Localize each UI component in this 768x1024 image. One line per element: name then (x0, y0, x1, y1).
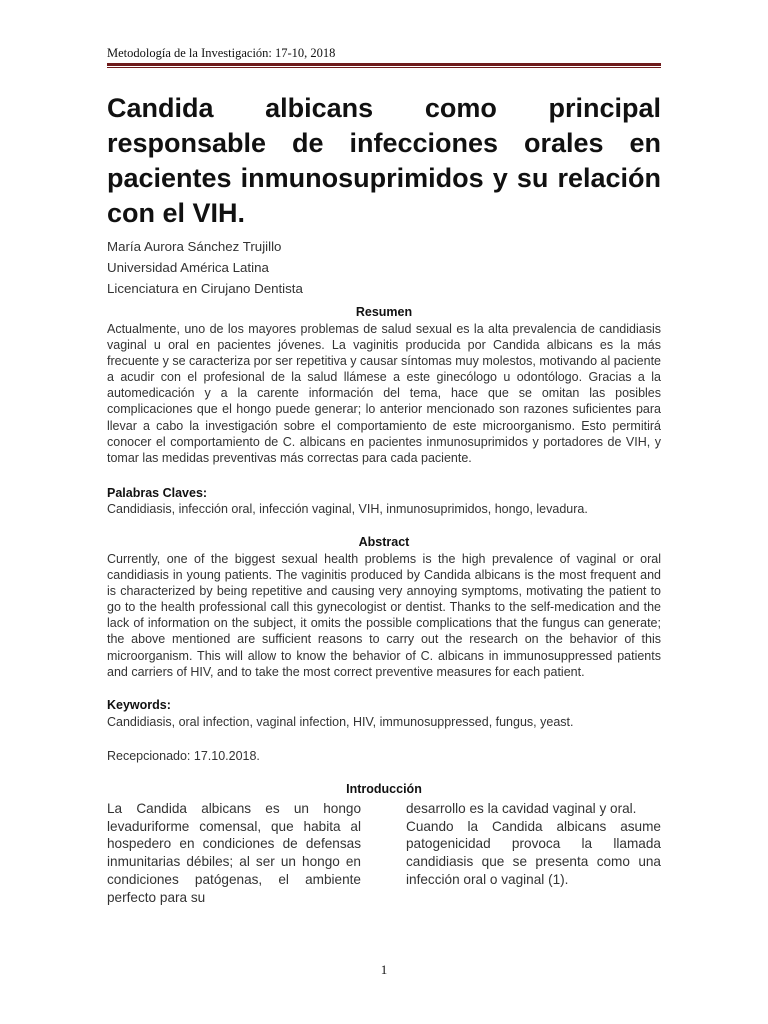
header-rule (107, 63, 661, 68)
intro-right-paragraph-2: Cuando la Candida albicans asume patogenicidad provoca la llamada candidiasis que se presenta como una infección oral o vaginal (1). (406, 818, 661, 887)
keywords-label: Keywords: (107, 698, 171, 712)
author-program: Licenciatura en Cirujano Dentista (107, 281, 303, 296)
intro-column-left: La Candida albicans es un hongo levaduriforme comensal, que habita al hospedero en condiciones de defensas inmunitarias débiles; al ser un hongo en condiciones patógenas, el ambiente perfecto para su (107, 801, 361, 905)
keywords-text: Candidiasis, oral infection, vaginal infection, HIV, immunosuppressed, fungus, yeast. (107, 715, 574, 729)
intro-column-right (406, 800, 661, 889)
introduccion-heading: Introducción (346, 782, 422, 796)
journal-header: Metodología de la Investigación: 17-10, 2018 (107, 46, 336, 60)
paper-title: Candida albicans como principal responsable de infecciones orales en pacientes inmunosuprimidos y su relación con el VIH. (107, 93, 661, 228)
author-name: María Aurora Sánchez Trujillo (107, 239, 282, 254)
author-block (107, 236, 661, 299)
palabras-claves-label: Palabras Claves: (107, 486, 208, 500)
abstract-text: Currently, one of the biggest sexual health problems is the high prevalence of vaginal or oral candidiasis in young patients. The vaginitis produced by Candida albicans is the most frequent and is characterized by being repetitive and causing very annoying symptoms, motivating the patient to go to the health professional call this gynecologist or dentist. Thanks to the self-medication and the lack of information on the subject, it omits the possible complications that the fungus can generate; the above mentioned are sufficient reasons to carry out the research on the behavior of this microorganism. This will allow to know the behavior of C. albicans in immunosuppressed patients and carriers of HIV, and to take the most correct preventive measures for each patient. (107, 552, 661, 679)
palabras-claves-text: Candidiasis, infección oral, infección vaginal, VIH, inmunosuprimidos, hongo, levadura. (107, 502, 588, 516)
abstract-heading: Abstract (358, 535, 410, 549)
page-number: 1 (380, 962, 388, 977)
received-date: Recepcionado: 17.10.2018. (107, 749, 260, 763)
intro-right-paragraph-1: desarrollo es la cavidad vaginal y oral. (406, 801, 637, 816)
author-university: Universidad América Latina (107, 260, 269, 275)
resumen-text: Actualmente, uno de los mayores problemas de salud sexual es la alta prevalencia de candidiasis vaginal u oral en pacientes jóvenes. La vaginitis producida por Candida albicans es la más frecuente y se caracteriza por ser repetitiva y causar síntomas muy molestos, motivando al paciente a acudir con el profesional de la salud llámese a este ginecólogo u odontólogo. Gracias a la automedicación y a la carente información del tema, hace que se omitan las posibles complicaciones que el hongo puede generar; lo anterior mencionado son razones suficientes para llevar a cabo la investigación sobre el comportamiento de este microorganismo. Esto permitirá conocer el comportamiento de C. albicans en pacientes inmunosuprimidos y portadores de VIH, y tomar las medidas preventivas más correctas para cada paciente. (107, 322, 661, 465)
resumen-heading: Resumen (355, 305, 413, 319)
